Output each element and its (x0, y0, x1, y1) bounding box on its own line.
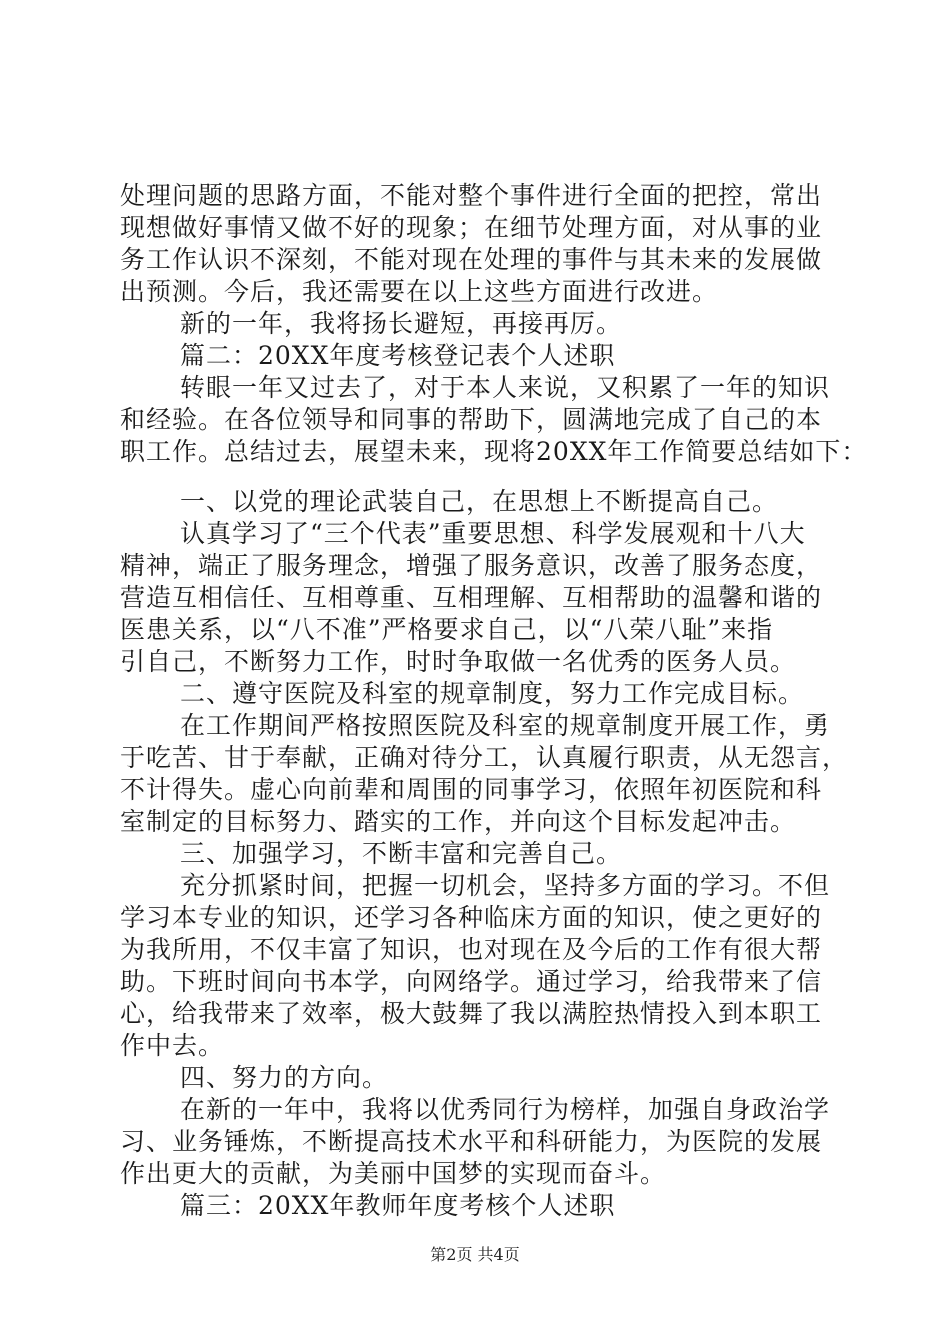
text-line: 二、遵守医院及科室的规章制度，努力工作完成目标。 (180, 679, 805, 708)
text-line: 为我所用，不仅丰富了知识，也对现在及今后的工作有很大帮 (120, 935, 823, 964)
text-line: 作出更大的贡献，为美丽中国梦的实现而奋斗。 (120, 1159, 667, 1188)
text-line: 不计得失。虚心向前辈和周围的同事学习，依照年初医院和科 (120, 775, 823, 804)
text-line: 篇三：20XX年教师年度考核个人述职 (180, 1191, 616, 1220)
text-line: 务工作认识不深刻，不能对现在处理的事件与其未来的发展做 (120, 245, 823, 274)
text-line: 新的一年，我将扬长避短，再接再厉。 (180, 309, 623, 338)
text-line: 精神，端正了服务理念，增强了服务意识，改善了服务态度， (120, 551, 823, 580)
text-line: 助。下班时间向书本学，向网络学。通过学习，给我带来了信 (120, 967, 823, 996)
text-line: 营造互相信任、互相尊重、互相理解、互相帮助的温馨和谐的 (120, 583, 823, 612)
text-line: 习、业务锤炼，不断提高技术水平和科研能力，为医院的发展 (120, 1127, 823, 1156)
text-line: 室制定的目标努力、踏实的工作，并向这个目标发起冲击。 (120, 807, 797, 836)
text-line: 在新的一年中，我将以优秀同行为榜样，加强自身政治学 (180, 1095, 831, 1124)
page-footer: 第2页 共4页 (430, 1245, 520, 1264)
text-line: 医患关系，以“八不准”严格要求自己，以“八荣八耻”来指 (120, 615, 774, 644)
text-line: 学习本专业的知识，还学习各种临床方面的知识，使之更好的 (120, 903, 823, 932)
text-line: 充分抓紧时间，把握一切机会，坚持多方面的学习。不但 (180, 871, 831, 900)
text-line: 转眼一年又过去了，对于本人来说，又积累了一年的知识 (180, 373, 831, 402)
paragraph-gap (120, 468, 840, 486)
text-line: 三、加强学习，不断丰富和完善自己。 (180, 839, 623, 868)
text-line: 现想做好事情又做不好的现象；在细节处理方面，对从事的业 (120, 213, 823, 242)
text-line: 处理问题的思路方面，不能对整个事件进行全面的把控，常出 (120, 181, 823, 210)
text-line: 和经验。在各位领导和同事的帮助下，圆满地完成了自己的本 (120, 405, 823, 434)
text-line: 认真学习了“三个代表”重要思想、科学发展观和十八大 (180, 519, 806, 548)
text-line: 心，给我带来了效率，极大鼓舞了我以满腔热情投入到本职工 (120, 999, 823, 1028)
text-line: 引自己，不断努力工作，时时争取做一名优秀的医务人员。 (120, 647, 797, 676)
text-line: 作中去。 (120, 1031, 225, 1060)
text-line: 一、以党的理论武装自己，在思想上不断提高自己。 (180, 487, 779, 516)
text-line: 在工作期间严格按照医院及科室的规章制度开展工作，勇 (180, 711, 831, 740)
text-line: 职工作。总结过去，展望未来，现将20XX年工作简要总结如下： (120, 437, 868, 466)
text-line: 篇二：20XX年度考核登记表个人述职 (180, 341, 616, 370)
text-line: 出预测。今后，我还需要在以上这些方面进行改进。 (120, 277, 719, 306)
document-body (120, 180, 868, 1222)
text-line: 四、努力的方向。 (180, 1063, 389, 1092)
text-line: 于吃苦、甘于奉献，正确对待分工，认真履行职责，从无怨言， (120, 743, 849, 772)
